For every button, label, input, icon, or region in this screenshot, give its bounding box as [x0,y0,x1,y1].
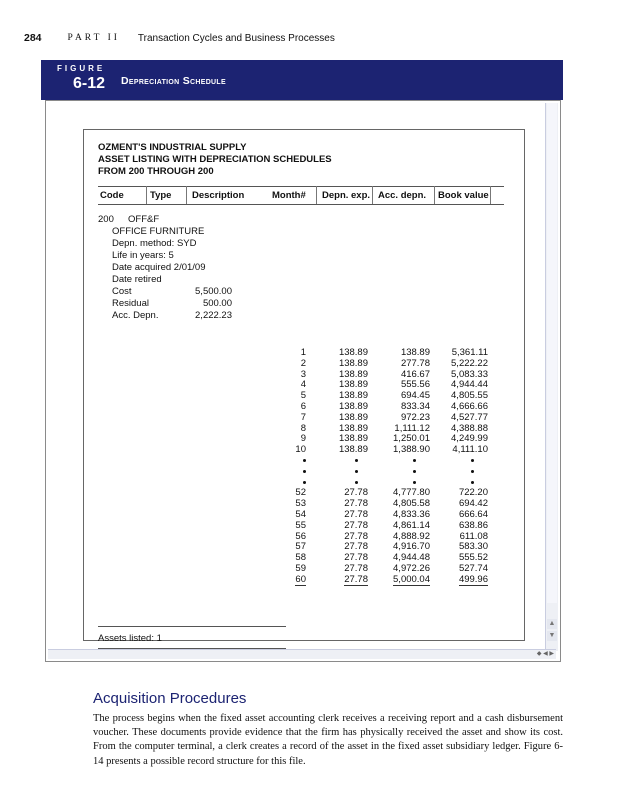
header-top-rule [98,186,504,187]
column-divider [490,186,491,204]
figure-title: Depreciation Schedule [121,75,226,87]
cell-total: 27.78 [344,573,368,585]
scroll-thumb[interactable] [547,103,557,603]
cell: 5 [300,390,306,402]
column-divider [434,186,435,204]
cell: 59 [295,562,306,574]
cell: 6 [300,400,306,412]
report-title: ASSET LISTING WITH DEPRECIATION SCHEDULES [98,154,332,165]
report-document [83,129,525,644]
cell: 1 [300,347,306,358]
ellipsis-dot [274,467,306,478]
ellipsis-dot [316,456,368,467]
body-paragraph: The process begins when the fixed asset accounting clerk receives a receiving report and a cash disbursement voucher. These documents provide evidence that the firm has physically received the asset and show its cost. From the computer terminal, a clerk creates a record of the asset in the fixed asset subsidiary ledger. Figure 6-14 presents a possible record structure for this file. [93,713,563,767]
ellipsis-dot [316,467,368,478]
cell: 56 [295,530,306,542]
cell: 5,222.22 [451,357,488,369]
cell: 27.78 [344,541,368,553]
cell: 52 [295,487,306,499]
cell: 27.78 [344,487,368,499]
report-heading [98,142,332,178]
col-depn-exp: Depn. exp. [322,190,371,201]
cell: 722.20 [458,487,488,499]
cell: 27.78 [344,508,368,520]
cell: 138.89 [338,390,368,402]
asset-detail: Date acquired 2/01/09 [112,262,206,273]
cell: 4,666.66 [451,400,488,412]
cell: 138.89 [338,357,368,369]
cell: 10 [295,444,306,456]
header-bottom-rule [98,204,504,205]
cell: 27.78 [344,498,368,510]
amount-value: 5,500.00 [195,286,232,297]
amount-label: Acc. Depn. [112,310,159,321]
col-acc-depn: Acc. depn. [378,190,427,201]
assets-listed: Assets listed: 1 [98,633,162,644]
cell: 54 [295,508,306,520]
cell-total: 60 [295,573,306,585]
column-divider [186,186,187,204]
cell: 527.74 [458,562,488,574]
amount-value: 2,222.23 [195,310,232,321]
cell: 1,111.12 [394,422,430,434]
asset-description: OFFICE FURNITURE [112,226,205,237]
ellipsis-dot [436,456,488,467]
cell: 138.89 [338,379,368,391]
figure-banner [41,60,563,100]
cell: 5,083.33 [451,368,488,380]
cell [374,575,430,586]
month-column [274,348,306,586]
asset-type: OFF&F [128,214,160,225]
cell: 4,805.55 [451,390,488,402]
book-value-column [436,348,488,586]
cell: 27.78 [344,530,368,542]
ellipsis-dot [274,456,306,467]
cell: 9 [300,433,306,445]
ellipsis-dot [374,456,430,467]
cell: 138.89 [338,444,368,456]
cell: 138.89 [338,433,368,445]
column-divider [146,186,147,204]
page-number: 284 [24,32,42,44]
cell-total: 499.96 [458,573,488,585]
cell: 138.89 [338,347,368,358]
column-divider [372,186,373,204]
cell: 611.08 [459,530,488,542]
figure-number: 6-12 [73,75,106,92]
chapter-title: Transaction Cycles and Business Processes [137,32,335,44]
col-type: Type [150,190,172,201]
cell: 4,916.70 [393,541,430,553]
cell: 694.45 [400,390,430,402]
cell: 638.86 [458,519,488,531]
cell: 53 [295,498,306,510]
column-divider [316,186,317,204]
cell: 138.89 [338,422,368,434]
cell: 4,249.99 [451,433,488,445]
cell: 27.78 [344,562,368,574]
report-company: OZMENT'S INDUSTRIAL SUPPLY [98,142,247,153]
horizontal-scrollbar[interactable] [48,649,556,659]
cell [316,575,368,586]
asset-detail: Depn. method: SYD [112,238,197,249]
cell: 138.89 [338,400,368,412]
cell: 666.64 [458,508,488,520]
cell: 138.89 [400,347,430,358]
cell: 416.67 [400,368,430,380]
cell: 555.52 [458,552,488,564]
cell: 4,972.26 [393,562,430,574]
scroll-left-right-icon[interactable]: ◆ ◀ ▶ [536,651,554,657]
cell: 4,111.10 [452,444,488,456]
cell: 4,527.77 [451,411,488,423]
cell [274,575,306,586]
cell: 4,805.58 [393,498,430,510]
acc-depn-column [374,348,430,586]
cell [436,575,488,586]
cell: 55 [295,519,306,531]
amount-label: Residual [112,298,149,309]
amount-value: 500.00 [202,298,232,309]
cell: 27.78 [344,552,368,564]
asset-code: 200 [98,214,114,225]
cell: 27.78 [344,519,368,531]
ellipsis-dot [436,467,488,478]
scroll-down-arrow-icon[interactable]: ▼ [548,632,556,639]
cell: 4,944.48 [393,552,430,564]
cell: 1,388.90 [393,444,430,456]
depn-exp-column [316,348,368,586]
part-label: PART II [67,33,120,43]
cell: 7 [300,411,306,423]
asset-detail: Life in years: 5 [112,250,174,261]
col-month: Month# [272,190,306,201]
footer-rule [98,626,286,627]
cell: 1,250.01 [393,433,430,445]
cell: 4,944.44 [451,379,488,391]
scroll-up-arrow-icon[interactable]: ▲ [548,620,556,627]
cell: 4,388.88 [451,422,488,434]
cell: 138.89 [338,411,368,423]
figure-label: FIGURE [57,64,106,73]
cell: 555.56 [400,379,430,391]
report-range: FROM 200 THROUGH 200 [98,166,214,177]
cell: 4,861.14 [393,519,430,531]
cell: 4,833.36 [393,508,430,520]
cell: 138.89 [338,368,368,380]
cell-total: 5,000.04 [393,573,430,585]
cell: 4 [300,379,306,391]
running-head [24,32,615,44]
col-book-value: Book value [438,190,489,201]
cell: 3 [300,368,306,380]
col-description: Description [192,190,245,201]
cell: 57 [295,541,306,553]
cell: 694.42 [458,498,488,510]
cell: 2 [300,357,306,369]
cell: 58 [295,552,306,564]
col-code: Code [100,190,124,201]
section-heading: Acquisition Procedures [93,690,247,707]
asset-detail: Date retired [112,274,162,285]
amount-label: Cost [112,286,132,297]
cell: 5,361.11 [451,347,488,358]
cell: 583.30 [458,541,488,553]
cell: 972.23 [400,411,430,423]
cell: 8 [300,422,306,434]
cell: 833.34 [400,400,430,412]
cell: 277.78 [400,357,430,369]
screen-window [45,100,561,662]
vertical-scrollbar[interactable] [545,103,558,651]
cell: 4,888.92 [393,530,430,542]
ellipsis-dot [374,467,430,478]
cell: 4,777.80 [393,487,430,499]
